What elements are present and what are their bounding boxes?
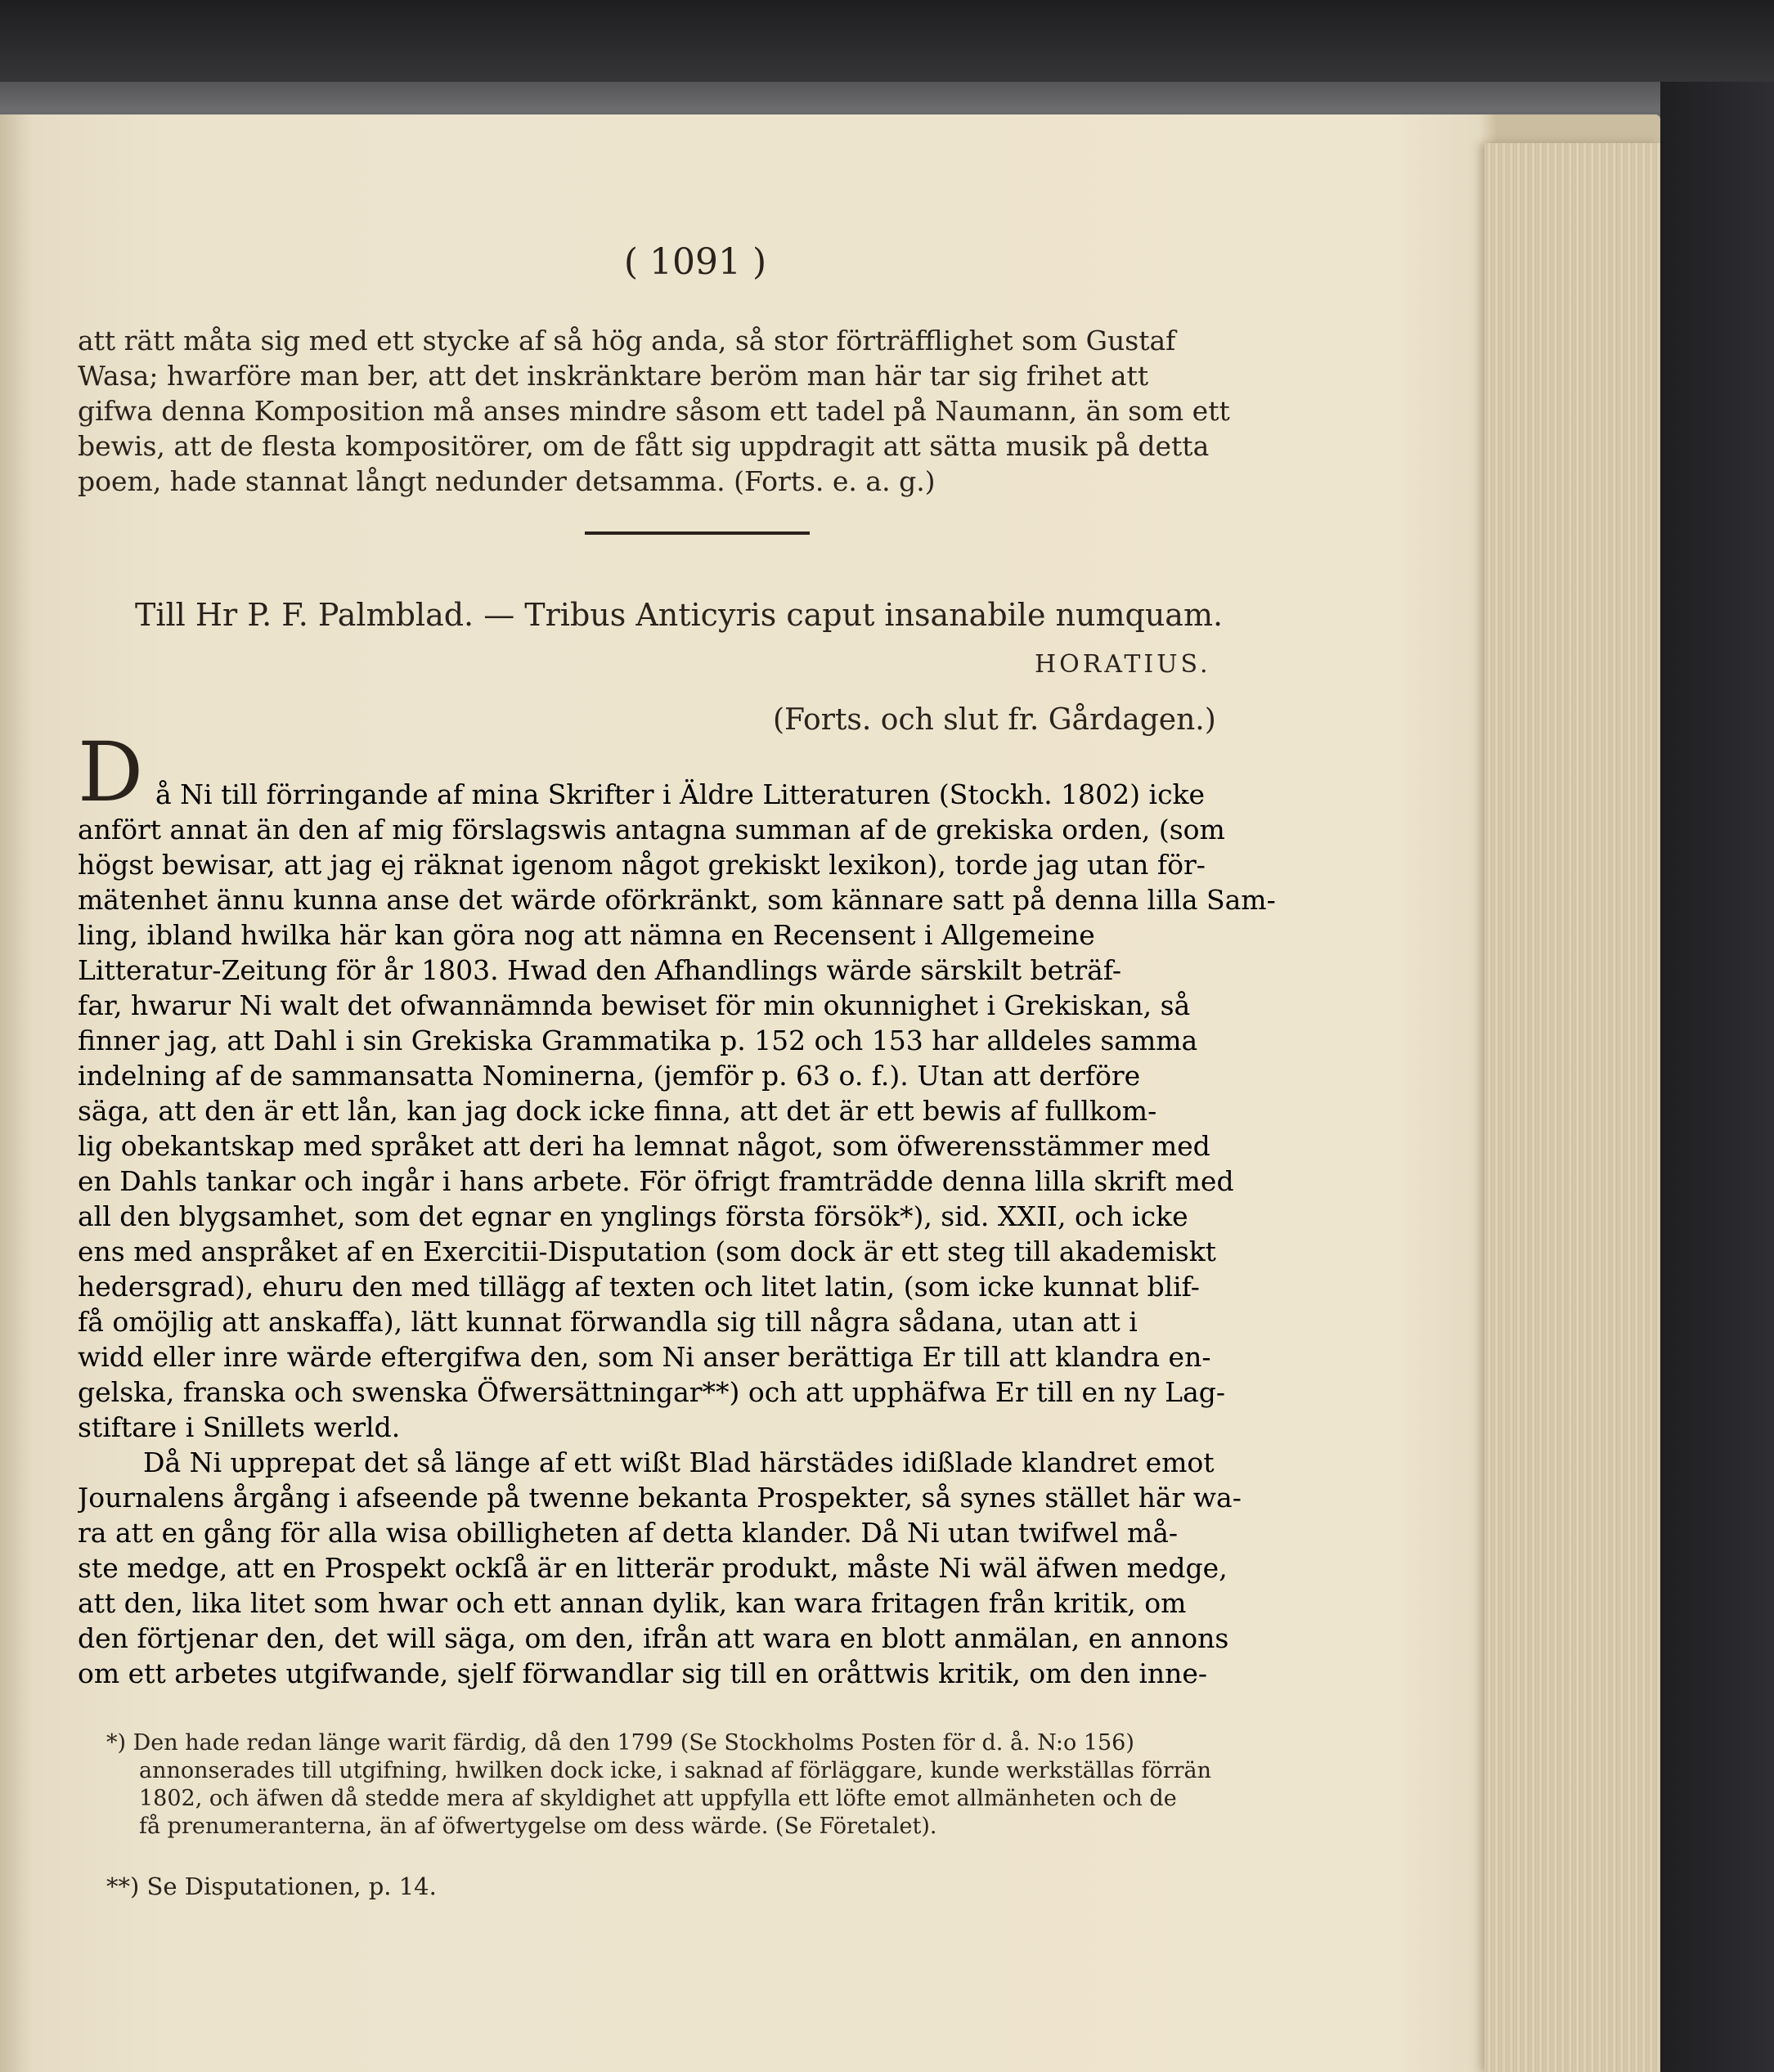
text-line: finner jag, att Dahl i sin Grekiska Grammatika p. 152 och 153 har alldeles samma	[78, 1025, 1198, 1056]
text-line: indelning af de sammansatta Nominerna, (jemför p. 63 o. f.). Utan att derföre	[78, 1060, 1141, 1092]
text-line: en Dahls tankar och ingår i hans arbete. För öfrigt framträdde denna lilla skrift med	[78, 1165, 1234, 1197]
footnote-line: få prenumeranterna, än af öfwertygelse om dess wärde. (Se Företalet).	[139, 1814, 937, 1839]
top-paragraph	[78, 323, 1337, 499]
section-divider	[585, 531, 810, 535]
body-paragraph-1	[78, 777, 1337, 1691]
text-line: Då Ni upprepat det så länge af ett wißt Blad härstädes idißlade klandret emot	[143, 1446, 1215, 1478]
text-line: hedersgrad), ehuru den med tillägg af texten och litet latin, (som icke kunnat blif-	[78, 1271, 1200, 1303]
text-line: mätenhet ännu kunna anse det wärde oförkränkt, som kännare satt på denna lilla Sam-	[78, 884, 1276, 916]
text-line: få omöjlig att anskaffa), lätt kunnat förwandla sig till några sådana, utan att i	[78, 1306, 1138, 1338]
text-line: ling, ibland hwilka här kan göra nog att nämna en Recensent i Allgemeine	[78, 919, 1095, 951]
text-line: all den blygsamhet, som det egnar en ynglings förstа försök*), sid. XXII, och icke	[78, 1200, 1188, 1232]
footnote-line: annonserades till utgifning, hwilken dock icke, i saknad af förläggare, kunde werkställas förrän	[139, 1758, 1212, 1783]
text-line: högst bewisar, att jag ej räknat igenom något grekiskt lexikon), torde jag utan för-	[78, 849, 1206, 881]
text-line: om ett arbetes utgifwande, sjelf förwandlar sig till en oråttwis kritik, om den inne-	[78, 1657, 1208, 1689]
text-line: stiftare i Snillets werld.	[78, 1411, 401, 1443]
text-line: widd eller inre wärde eftergifwa den, som Ni anser berättiga Er till att klandra en-	[78, 1341, 1211, 1373]
text-line: gelska, franska och swenska Öfwersättningar**) och att upphäfwa Er till en ny Lag-	[78, 1376, 1226, 1408]
text-line: att den, lika litet som hwar och ett annan dylik, kan wara fritagen från kritik, om	[78, 1587, 1187, 1619]
article-heading: Till Hr P. F. Palmblad. — Tribus Anticyris caput insanabile numquam.	[135, 597, 1224, 633]
page-edges	[1484, 143, 1660, 2072]
text-line: Litteratur-Zeitung för år 1803. Hwad den Afhandlings wärde särskilt beträf-	[78, 954, 1122, 986]
page-number: ( 1091 )	[623, 241, 767, 283]
text-line: ra att en gång för alla wisa obilligheten af detta klander. Då Ni utan twifwel må-	[78, 1517, 1179, 1549]
text-line: anfört annat än den af mig förslagswis antagna summan af de grekiska orden, (som	[78, 814, 1225, 845]
text-line: å Ni till förringande af mina Skrifter i Äldre Litteraturen (Stockh. 1802) icke	[155, 778, 1206, 810]
footnote-line: *) Den hade redan länge warit färdig, då den 1799 (Se Stockholms Posten för d. å. N:o 156)	[106, 1730, 1134, 1756]
text-line: att rätt måta sig med ett stycke af så hög anda, så stor förträfflighet som Gustaf	[78, 325, 1176, 357]
text-line: poem, hade stannat långt nedunder detsamma. (Forts. e. a. g.)	[78, 465, 936, 497]
footnote-2: **) Se Disputationen, p. 14.	[106, 1872, 437, 1900]
text-line: far, hwarur Ni walt det ofwannämnda bewiset för min okunnighet i Grekiskan, så	[78, 989, 1191, 1021]
text-line: lig obekantskap med språket att deri ha lemnat något, som öfwerensstämmer med	[78, 1130, 1210, 1162]
text-line: bewis, att de flesta kompositörer, om de fått sig uppdragit att sätta musik på detta	[78, 430, 1210, 462]
text-line: ste medge, att en Prospekt ockſå är en litterär produkt, måste Ni wäl äfwen medge,	[78, 1552, 1228, 1584]
continuation-note: (Forts. och slut fr. Gårdagen.)	[773, 703, 1216, 737]
text-line: Journalens årgång i afseende på twenne bekanta Prospekter, så synes stället här wa-	[78, 1482, 1242, 1514]
quote-author: HORATIUS.	[1035, 650, 1211, 679]
right-backdrop	[1660, 82, 1774, 2072]
text-line: ens med anspråket af en Exercitii-Disputation (som dock är ett steg till akademiskt	[78, 1236, 1216, 1267]
text-line: den förtjenar den, det will säga, om den, ifrån att wara en blott anmälan, en annons	[78, 1622, 1229, 1654]
drop-cap: D	[78, 724, 144, 820]
text-line: gifwa denna Komposition må anses mindre såsom ett tadel på Naumann, än som ett	[78, 395, 1230, 427]
footnote-line: 1802, och äfwen då stedde mera af skyldighet att uppfylla ett löfte emot allmänheten och de	[139, 1786, 1177, 1811]
text-line: Wasa; hwarföre man ber, att det inskränktare beröm man här tar sig frihet att	[78, 360, 1149, 392]
footnotes	[106, 1729, 1341, 1900]
text-line: säga, att den är ett lån, kan jag dock icke finna, att det är ett bewis af fullkom-	[78, 1095, 1157, 1127]
